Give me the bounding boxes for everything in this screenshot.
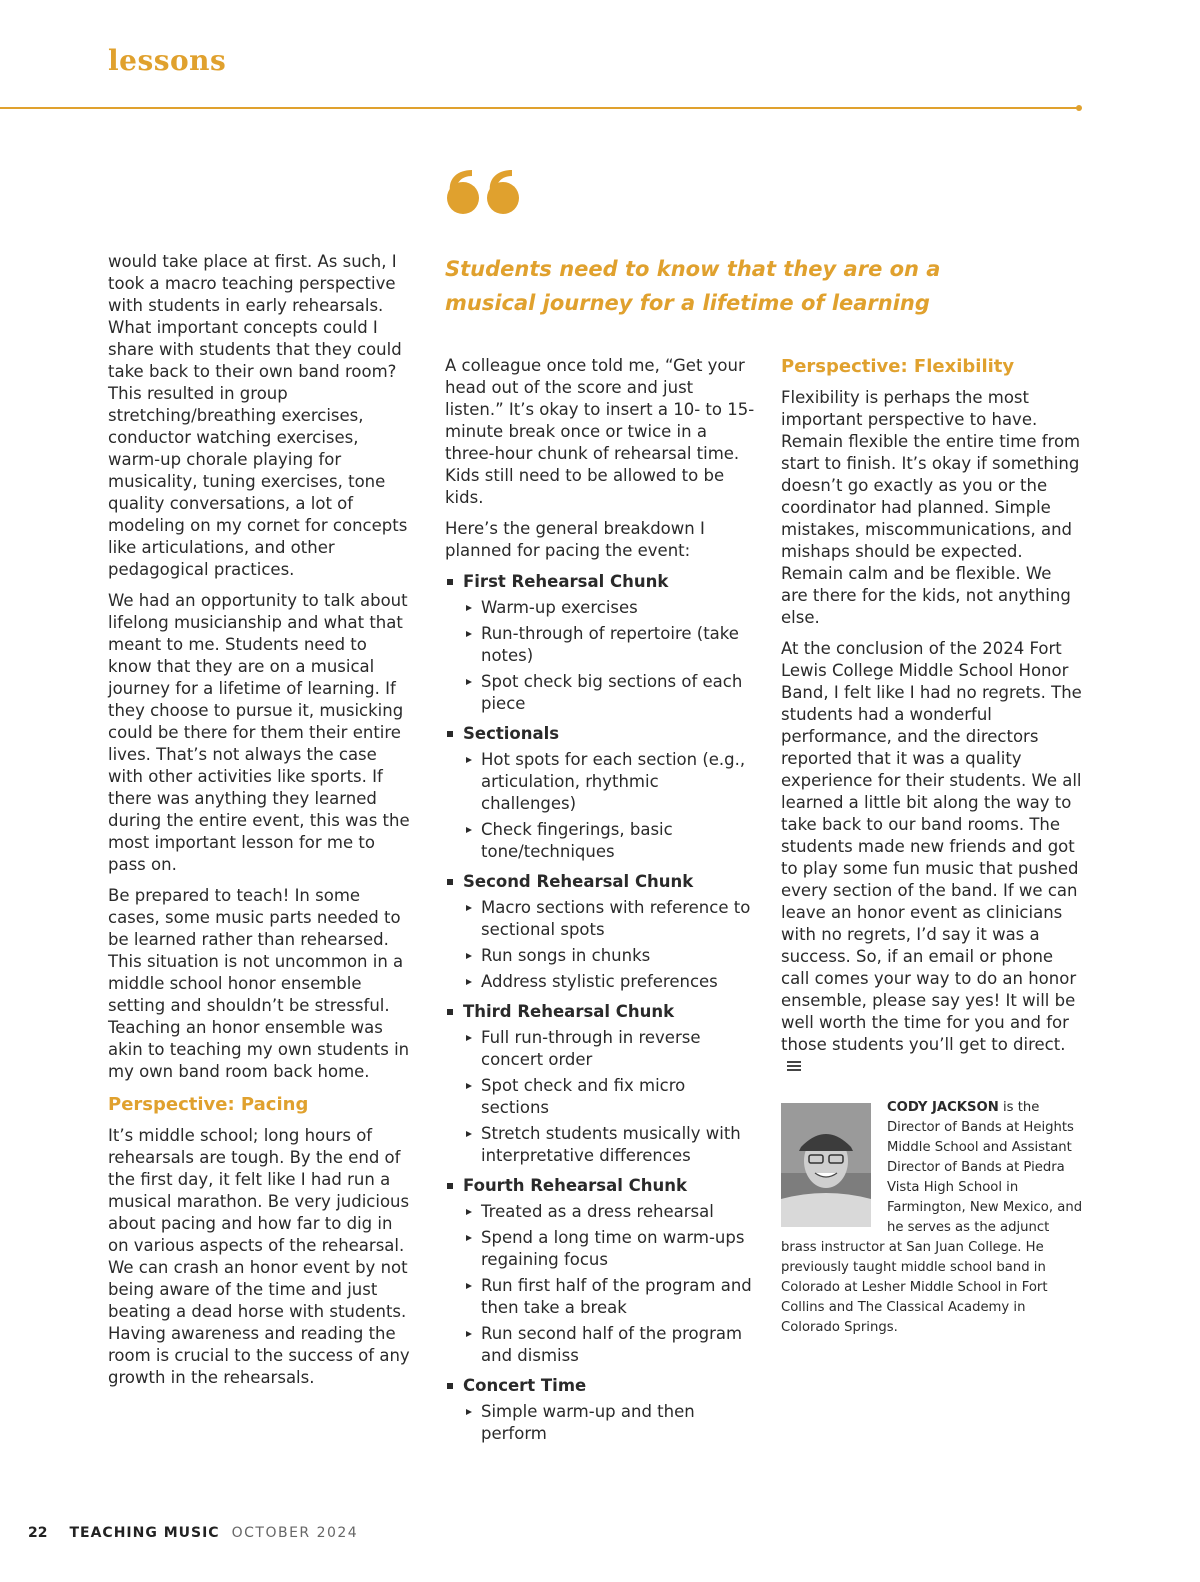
page-number: 22 (28, 1525, 48, 1541)
list-item (445, 1375, 755, 1445)
list-item (445, 723, 755, 863)
sub-list-item: Check fingerings, basic tone/techniques (463, 819, 755, 863)
end-mark-icon (787, 1061, 801, 1073)
sub-list-item: Simple warm-up and then perform (463, 1401, 755, 1445)
list-heading: First Rehearsal Chunk (463, 572, 669, 591)
sub-list-item: Run first half of the program and then take a break (463, 1275, 755, 1319)
magazine-name: TEACHING MUSIC (69, 1525, 220, 1541)
header-rule (0, 107, 1080, 109)
issue-date: OCTOBER 2024 (231, 1525, 359, 1541)
sub-list-item: Stretch students musically with interpretative differences (463, 1123, 755, 1167)
paragraph: A colleague once told me, “Get your head out of the score and just listen.” It’s okay to insert a 10- to 15-minute break once or twice in a three-hour chunk of rehearsal time. Kids still need to be allowed to be kids. (445, 356, 755, 507)
sub-list-item: Hot spots for each section (e.g., articulation, rhythmic challenges) (463, 749, 755, 815)
sub-list-item: Warm-up exercises (463, 597, 755, 619)
sub-list (463, 1027, 755, 1167)
sub-list (463, 1401, 755, 1445)
author-name: CODY JACKSON (887, 1100, 999, 1115)
list-item (445, 1175, 755, 1367)
paragraph: Here’s the general breakdown I planned for pacing the event: (445, 519, 705, 560)
subheading-flexibility: Perspective: Flexibility (781, 356, 1015, 377)
sub-list-item: Spot check big sections of each piece (463, 671, 755, 715)
list-heading: Second Rehearsal Chunk (463, 872, 694, 891)
sub-list-item: Spend a long time on warm-ups regaining focus (463, 1227, 755, 1271)
list-heading: Third Rehearsal Chunk (463, 1002, 675, 1021)
section-label: lessons (108, 44, 227, 77)
subheading-pacing: Perspective: Pacing (108, 1094, 309, 1115)
paragraph-text: At the conclusion of the 2024 Fort Lewis College Middle School Honor Band, I felt like I had no regrets. The students had a wonderful performance, and the directors reported that it was a quality experience for their students. We all learned a little bit along the way to take back to our band rooms. The students made new friends and got to play some fun music that pushed every section of the band. If we can leave an honor event as clinicians with no regrets, I’d say it was a success. So, if an email or phone call comes your way to do an honor ensemble, please say yes! It will be well worth the time for you and for those students you’ll get to direct. (781, 639, 1082, 1054)
list-heading: Concert Time (463, 1376, 587, 1395)
sub-list-item: Treated as a dress rehearsal (463, 1201, 755, 1223)
author-bio (781, 1098, 1083, 1338)
column-left (108, 251, 413, 1398)
quote-icon (444, 168, 524, 216)
sub-list (463, 1201, 755, 1367)
sub-list-item: Macro sections with reference to sectional spots (463, 897, 755, 941)
list-item (445, 871, 755, 993)
paragraph: Flexibility is perhaps the most important perspective to have. Remain flexible the entire time from start to finish. It’s okay if something doesn’t go exactly as you or the coordinator had planned. Simple mistakes, miscommunications, and mishaps should be expected. Remain calm and be flexible. We are there for the kids, not anything else. (781, 388, 1081, 627)
list-item (445, 571, 755, 715)
author-photo (781, 1103, 871, 1227)
header-rule-dot (1076, 105, 1082, 111)
sub-list-item: Run-through of repertoire (take notes) (463, 623, 755, 667)
sub-list-item: Spot check and fix micro sections (463, 1075, 755, 1119)
sub-list (463, 597, 755, 715)
pacing-breakdown-list (445, 571, 755, 1445)
list-heading: Fourth Rehearsal Chunk (463, 1176, 687, 1195)
paragraph: would take place at first. As such, I took a macro teaching perspective with students in early rehearsals. What important concepts could I share with students that they could take back to their own band room? This resulted in group stretching/breathing exercises, conductor watching exercises, warm-up chorale playing for musicality, tuning exercises, tone quality conversations, a lot of modeling on my cornet for concepts like articulations, and other pedagogical practices. (108, 252, 408, 579)
sub-list-item: Run songs in chunks (463, 945, 755, 967)
sub-list (463, 897, 755, 993)
sub-list (463, 749, 755, 863)
page-footer (28, 1525, 358, 1541)
list-heading: Sectionals (463, 724, 560, 743)
paragraph: Be prepared to teach! In some cases, some music parts needed to be learned rather than rehearsed. This situation is not uncommon in a middle school honor ensemble setting and shouldn’t be stressful. Teaching an honor ensemble was akin to teaching my own students in my own band room back home. (108, 886, 410, 1081)
paragraph: We had an opportunity to talk about lifelong musicianship and what that meant to me. Students need to know that they are on a musical journey for a lifetime of learning. If they choose to pursue it, musicking could be there for them their entire lives. That’s not always the case with other activities like sports. If there was anything they learned during the entire event, this was the most important lesson for me to pass on. (108, 591, 410, 874)
author-bio-text: is the Director of Bands at Heights Middle School and Assistant Director of Bands at Piedra Vista High School in Farmington, New Mexico, and he serves as the adjunct brass instructor at San Juan College. He previously taught middle school band in Colorado at Lesher Middle School in Fort Collins and The Classical Academy in Colorado Springs. (781, 1100, 1083, 1335)
paragraph: It’s middle school; long hours of rehearsals are tough. By the end of the first day, it felt like I had run a musical marathon. Be very judicious about pacing and how far to dig in on various aspects of the rehearsal. We can crash an honor event by not being aware of the time and just beating a dead horse with students. Having awareness and reading the room is crucial to the success of any growth in the rehearsals. (108, 1126, 410, 1387)
pull-quote: Students need to know that they are on a musical journey for a lifetime of learning (445, 257, 941, 315)
list-item (445, 1001, 755, 1167)
column-middle (445, 355, 755, 1453)
sub-list-item: Run second half of the program and dismiss (463, 1323, 755, 1367)
sub-list-item: Address stylistic preferences (463, 971, 755, 993)
sub-list-item: Full run-through in reverse concert order (463, 1027, 755, 1071)
column-right (781, 355, 1083, 1087)
paragraph (781, 638, 1083, 1078)
